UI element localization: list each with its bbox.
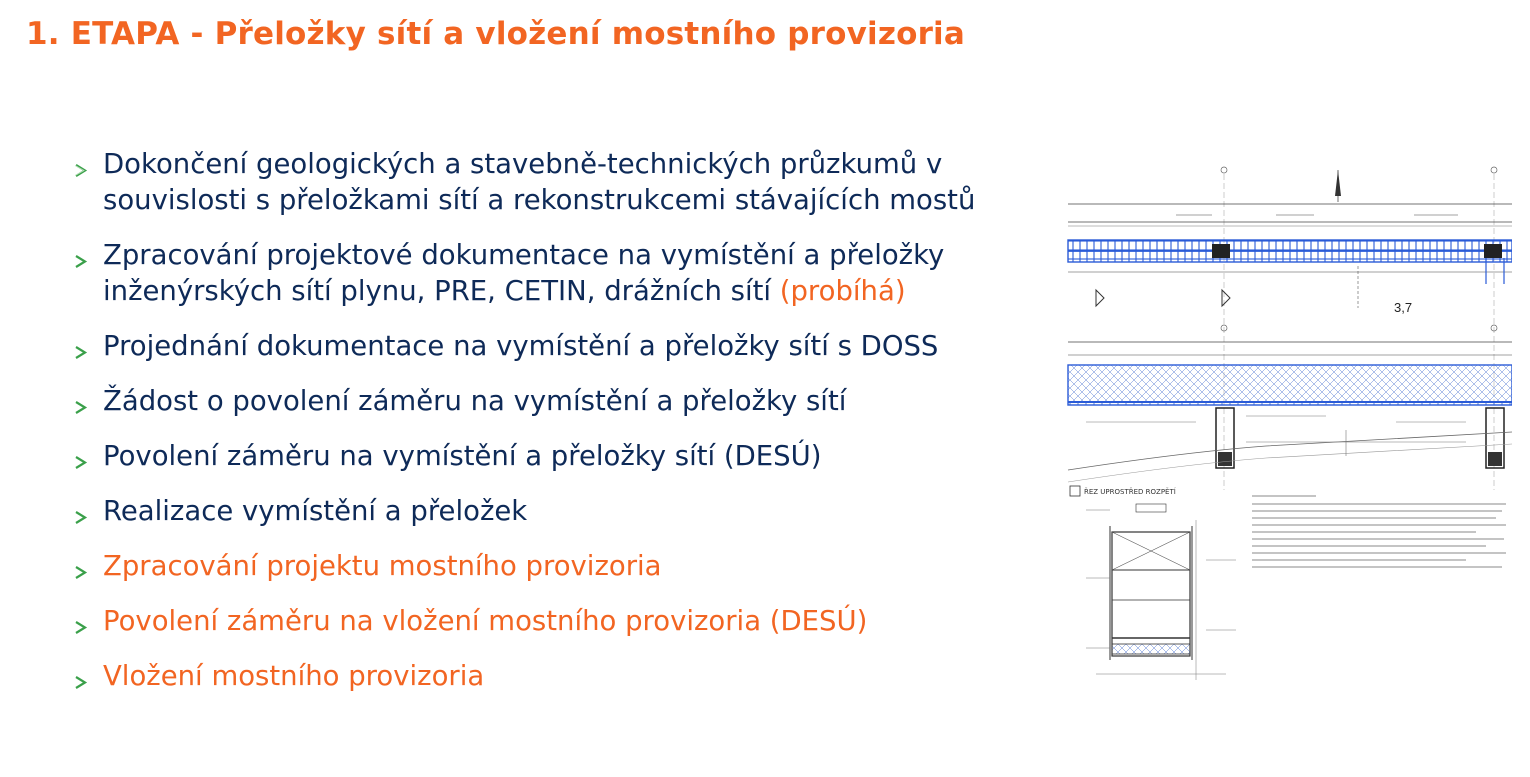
cross-section — [1070, 486, 1236, 680]
arrow-bullet-icon — [72, 658, 94, 694]
bullet-text: Dokončení geologických a stavebně-technických průzkumů v souvislosti s přeložkami sítí a rekonstrukcemi stávajících mostů — [103, 148, 976, 216]
slide-title: 1. ETAPA - Přeložky sítí a vložení mostního provizoria — [26, 16, 965, 52]
plan-view — [1068, 167, 1512, 490]
bullet-text: Povolení záměru na vložení mostního provizoria (DESÚ) — [103, 605, 868, 637]
bullet-item — [72, 383, 1062, 419]
arrow-bullet-icon — [72, 237, 94, 273]
bullet-text: Zpracování projektu mostního provizoria — [103, 550, 662, 582]
bullet-text: Povolení záměru na vymístění a přeložky sítí (DESÚ) — [103, 440, 822, 472]
dimension-label: 3,7 — [1394, 300, 1413, 315]
bullet-item — [72, 438, 1062, 474]
bullet-item — [72, 548, 1062, 584]
arrow-bullet-icon — [72, 438, 94, 474]
drawing-notes — [1252, 496, 1506, 567]
bullet-list — [72, 146, 1062, 713]
bullet-text: Realizace vymístění a přeložek — [103, 495, 528, 527]
bullet-item — [72, 146, 1062, 218]
arrow-bullet-icon — [72, 328, 94, 364]
bullet-item — [72, 658, 1062, 694]
bullet-status: (probíhá) — [779, 275, 906, 307]
section-title: ŘEZ UPROSTŘED ROZPĚTÍ — [1084, 488, 1176, 496]
bullet-text: Zpracování projektové dokumentace na vymístění a přeložky inženýrských sítí plynu, PRE, CETIN, drážních sítí — [103, 239, 945, 307]
bullet-item — [72, 603, 1062, 639]
bullet-text: Vložení mostního provizoria — [103, 660, 485, 692]
bullet-item — [72, 328, 1062, 364]
bullet-item — [72, 493, 1062, 529]
bullet-text: Žádost o povolení záměru na vymístění a přeložky sítí — [103, 385, 847, 417]
arrow-bullet-icon — [72, 603, 94, 639]
bridge-technical-drawing — [1066, 160, 1512, 690]
arrow-bullet-icon — [72, 383, 94, 419]
longitudinal-section — [1068, 325, 1512, 482]
bullet-item — [72, 237, 1062, 309]
bullet-text: Projednání dokumentace na vymístění a přeložky sítí s DOSS — [103, 330, 939, 362]
arrow-bullet-icon — [72, 146, 94, 182]
arrow-bullet-icon — [72, 493, 94, 529]
arrow-bullet-icon — [72, 548, 94, 584]
